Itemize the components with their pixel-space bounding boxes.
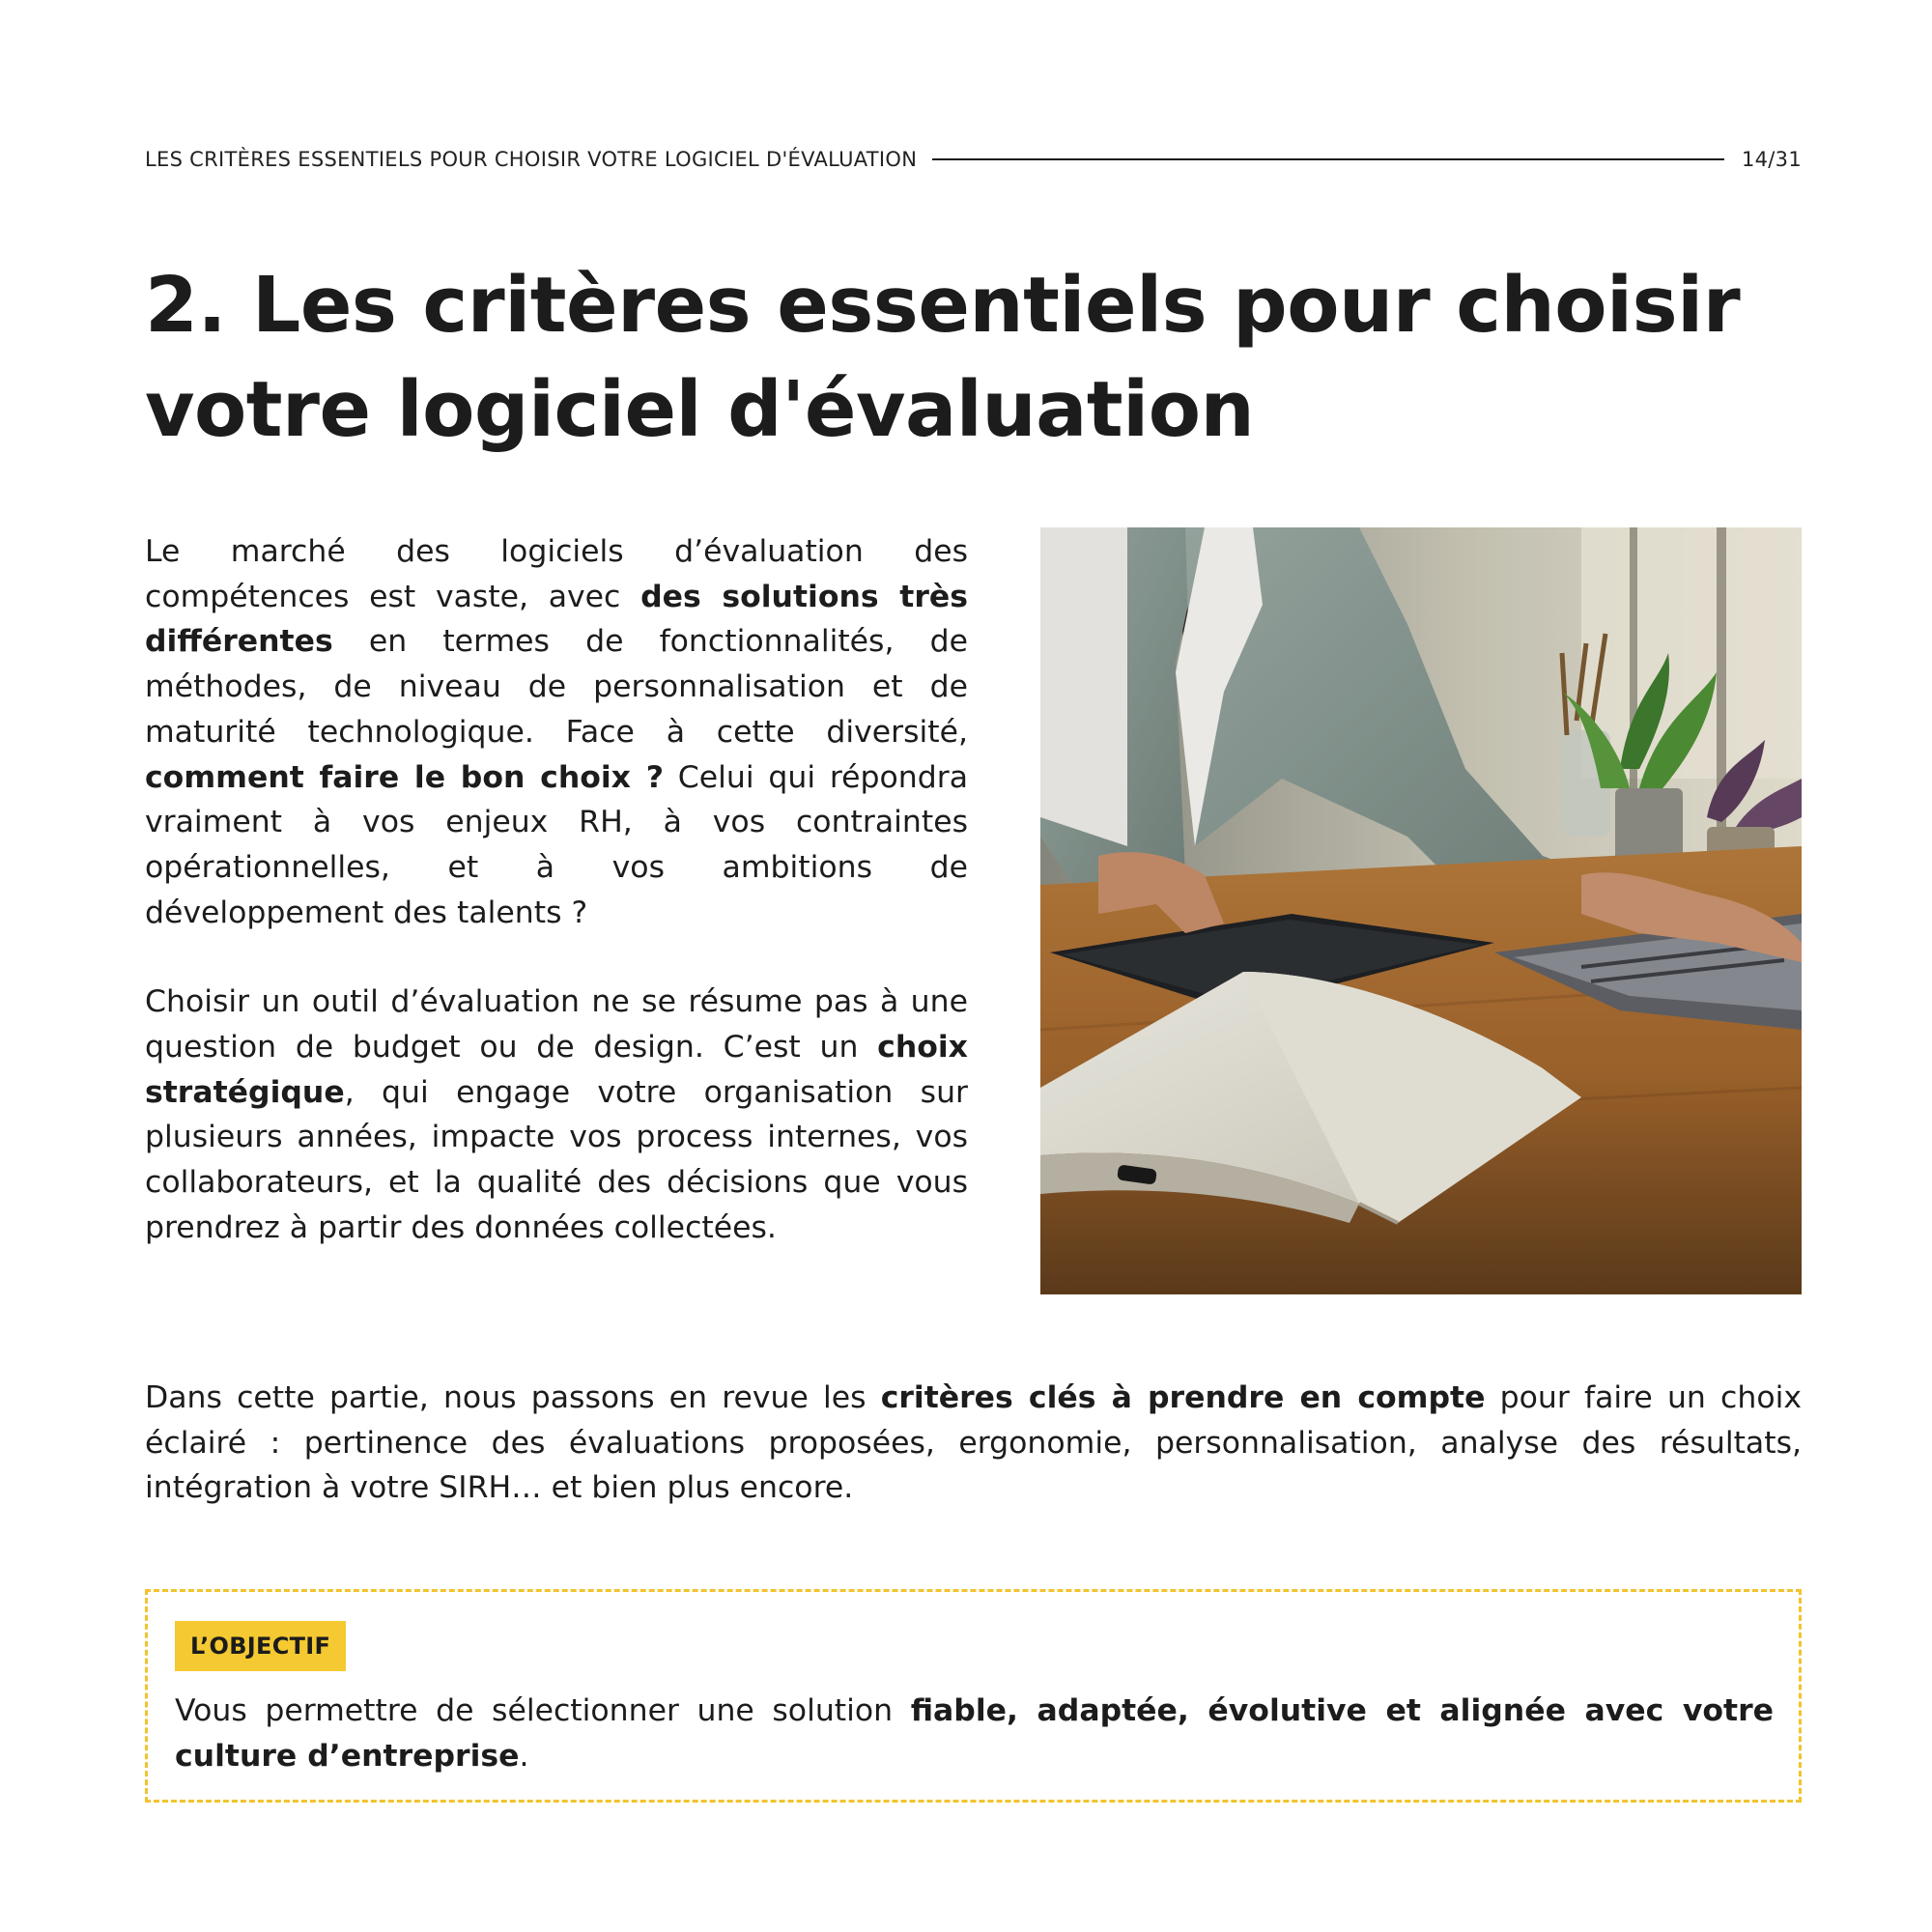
intro-paragraph-1 xyxy=(145,529,968,935)
bold-run: des solutions très différentes xyxy=(145,579,968,660)
intro-column xyxy=(145,529,968,1251)
bold-run: fiable, adaptée, évolutive et alignée avec votre culture d’entreprise xyxy=(175,1693,1774,1774)
page-number: 14/31 xyxy=(1741,148,1802,171)
text-run: . xyxy=(519,1738,529,1774)
text-run: pour faire un choix éclairé : pertinence des évaluations proposées, ergonomie, personnalisation, analyse des résultats, intégration à votre SIRH… et bien plus encore. xyxy=(145,1380,1802,1506)
objective-badge: L’OBJECTIF xyxy=(175,1621,346,1671)
running-header xyxy=(145,145,1802,174)
bold-run: choix stratégique xyxy=(145,1030,968,1110)
summary-paragraph xyxy=(145,1376,1802,1511)
text-run: Vous permettre de sélectionner une solution xyxy=(175,1693,911,1728)
objective-text xyxy=(175,1689,1774,1778)
text-run: Dans cette partie, nous passons en revue les xyxy=(145,1380,881,1415)
page-title-line-1: 2. Les critères essentiels pour choisir xyxy=(145,261,1741,350)
text-run: , qui engage votre organisation sur plusieurs années, impacte vos process internes, vos collaborateurs, et la qualité des décisions que vous prendrez à partir des données collectées. xyxy=(145,1074,968,1245)
text-run: en termes de fonctionnalités, de méthodes, de niveau de personnalisation et de maturité technologique. Face à cette diversité, xyxy=(145,624,968,750)
bold-run: comment faire le bon choix ? xyxy=(145,759,664,795)
text-run: Choisir un outil d’évaluation ne se résume pas à une question de budget ou de design. C’est un xyxy=(145,984,968,1065)
workspace-photo xyxy=(1040,527,1802,1294)
document-page xyxy=(145,0,1802,1932)
photo-illustration xyxy=(1040,527,1802,1294)
objective-callout xyxy=(145,1589,1802,1803)
header-rule xyxy=(932,158,1724,160)
page-title-line-2: votre logiciel d'évaluation xyxy=(145,365,1255,454)
bold-run: critères clés à prendre en compte xyxy=(880,1380,1486,1415)
page-title xyxy=(145,253,1802,462)
text-run: Celui qui répondra vraiment à vos enjeux RH, à vos contraintes opérationnelles, et à vos ambitions de développement des talents ? xyxy=(145,759,968,930)
running-title: LES CRITÈRES ESSENTIELS POUR CHOISIR VOTRE LOGICIEL D'ÉVALUATION xyxy=(145,148,918,171)
text-run: Le marché des logiciels d’évaluation des compétences est vaste, avec xyxy=(145,534,968,614)
intro-paragraph-2 xyxy=(145,980,968,1250)
